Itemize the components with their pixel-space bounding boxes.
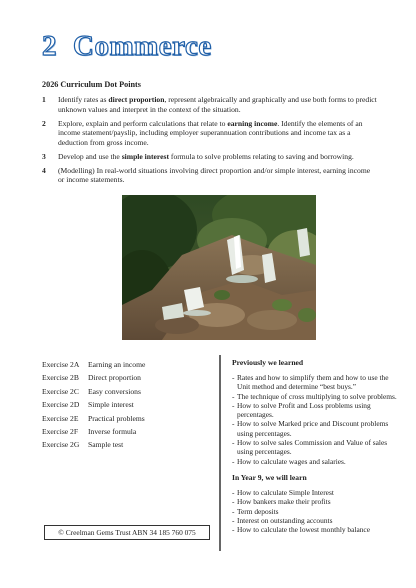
exercise-item bbox=[42, 371, 145, 384]
exercise-code: Exercise 2D bbox=[42, 400, 80, 410]
exercise-item bbox=[42, 385, 145, 398]
list-item: - How to solve Marked price and Discount problems using percentages. bbox=[232, 419, 397, 438]
dot-point-keyword: direct proportion bbox=[108, 95, 165, 104]
list-item: - How to calculate Simple Interest bbox=[232, 488, 397, 497]
dot-point-number: 1 bbox=[42, 95, 46, 104]
exercise-name: Practical problems bbox=[88, 413, 145, 423]
exercise-name: Direct proportion bbox=[88, 373, 141, 383]
dot-point bbox=[42, 119, 378, 148]
dot-point-text: , represent algebraically and graphically and use both forms to predict unknown values and interpret in the context of the situation. bbox=[58, 95, 377, 114]
exercise-name: Earning an income bbox=[88, 360, 146, 369]
list-item: - How to calculate the lowest monthly balance bbox=[232, 525, 397, 534]
dot-point-number: 2 bbox=[42, 118, 46, 128]
exercise-name: Sample test bbox=[88, 440, 124, 450]
list-item: - How to solve Profit and Loss problems using percentages. bbox=[232, 401, 397, 420]
exercise-list bbox=[42, 358, 145, 452]
dot-point-text: Explore, explain and perform calculations that relate to bbox=[58, 118, 228, 128]
dot-point bbox=[42, 152, 378, 162]
dot-point-number: 4 bbox=[42, 165, 46, 175]
column-divider bbox=[219, 355, 221, 551]
exercise-code: Exercise 2C bbox=[42, 386, 79, 396]
dot-point-text: Develop and use the bbox=[58, 151, 122, 161]
previously-learned-list bbox=[232, 373, 397, 466]
exercise-name: Inverse formula bbox=[88, 427, 137, 437]
exercise-code: Exercise 2F bbox=[42, 427, 79, 437]
chapter-name: Commerce bbox=[73, 30, 212, 62]
exercise-item bbox=[42, 438, 145, 451]
previously-learned-heading: Previously we learned bbox=[232, 358, 304, 367]
exercise-name: Easy conversions bbox=[88, 386, 141, 396]
list-item: - Term deposits bbox=[232, 507, 397, 516]
dot-point-keyword: earning income bbox=[227, 118, 278, 128]
dot-point-text: (Modelling) In real-world situations involving direct proportion and/or simple interest, earning income or income statements. bbox=[58, 165, 371, 185]
exercise-code: Exercise 2B bbox=[42, 373, 79, 383]
exercise-name: Simple interest bbox=[88, 400, 134, 410]
waterfall-image bbox=[122, 195, 316, 340]
exercise-item bbox=[42, 425, 145, 438]
chapter-number: 2 bbox=[42, 30, 57, 62]
learning-summary bbox=[232, 358, 397, 534]
exercise-item bbox=[42, 412, 145, 425]
list-item: - Interest on outstanding accounts bbox=[232, 516, 397, 525]
dot-point-keyword: simple interest bbox=[121, 151, 170, 161]
list-item: - How bankers make their profits bbox=[232, 497, 397, 506]
dot-point-text: . Identify the elements of an income statement/payslip, including employer superannuation contributions and income tax as a deduction from gross income. bbox=[58, 118, 363, 147]
exercise-code: Exercise 2G bbox=[42, 440, 80, 450]
list-item: - How to calculate wages and salaries. bbox=[232, 457, 397, 466]
exercise-item bbox=[42, 398, 145, 411]
list-item: - How to solve sales Commission and Value of sales using percentages. bbox=[232, 438, 397, 457]
curriculum-heading: 2026 Curriculum Dot Points bbox=[42, 80, 141, 89]
dot-point-text: Identify rates as bbox=[58, 95, 109, 104]
list-item: - Rates and how to simplify them and how to use the Unit method and determine “best buys.” bbox=[232, 373, 397, 392]
list-item: - The technique of cross multiplying to solve problems. bbox=[232, 392, 397, 401]
copyright-notice: © Creelman Gems Trust ABN 34 185 760 075 bbox=[44, 525, 210, 540]
dot-points-list bbox=[42, 95, 378, 189]
exercise-code: Exercise 2E bbox=[42, 413, 79, 423]
exercise-item bbox=[42, 358, 145, 371]
dot-point bbox=[42, 166, 378, 185]
chapter-title bbox=[42, 30, 212, 63]
exercise-code: Exercise 2A bbox=[42, 360, 80, 369]
dot-point-number: 3 bbox=[42, 151, 46, 161]
year9-list bbox=[232, 488, 397, 534]
waterfall-photo bbox=[122, 195, 316, 340]
dot-point bbox=[42, 95, 378, 114]
year9-heading: In Year 9, we will learn bbox=[232, 472, 307, 482]
dot-point-text: formula to solve problems relating to saving and borrowing. bbox=[169, 151, 354, 161]
